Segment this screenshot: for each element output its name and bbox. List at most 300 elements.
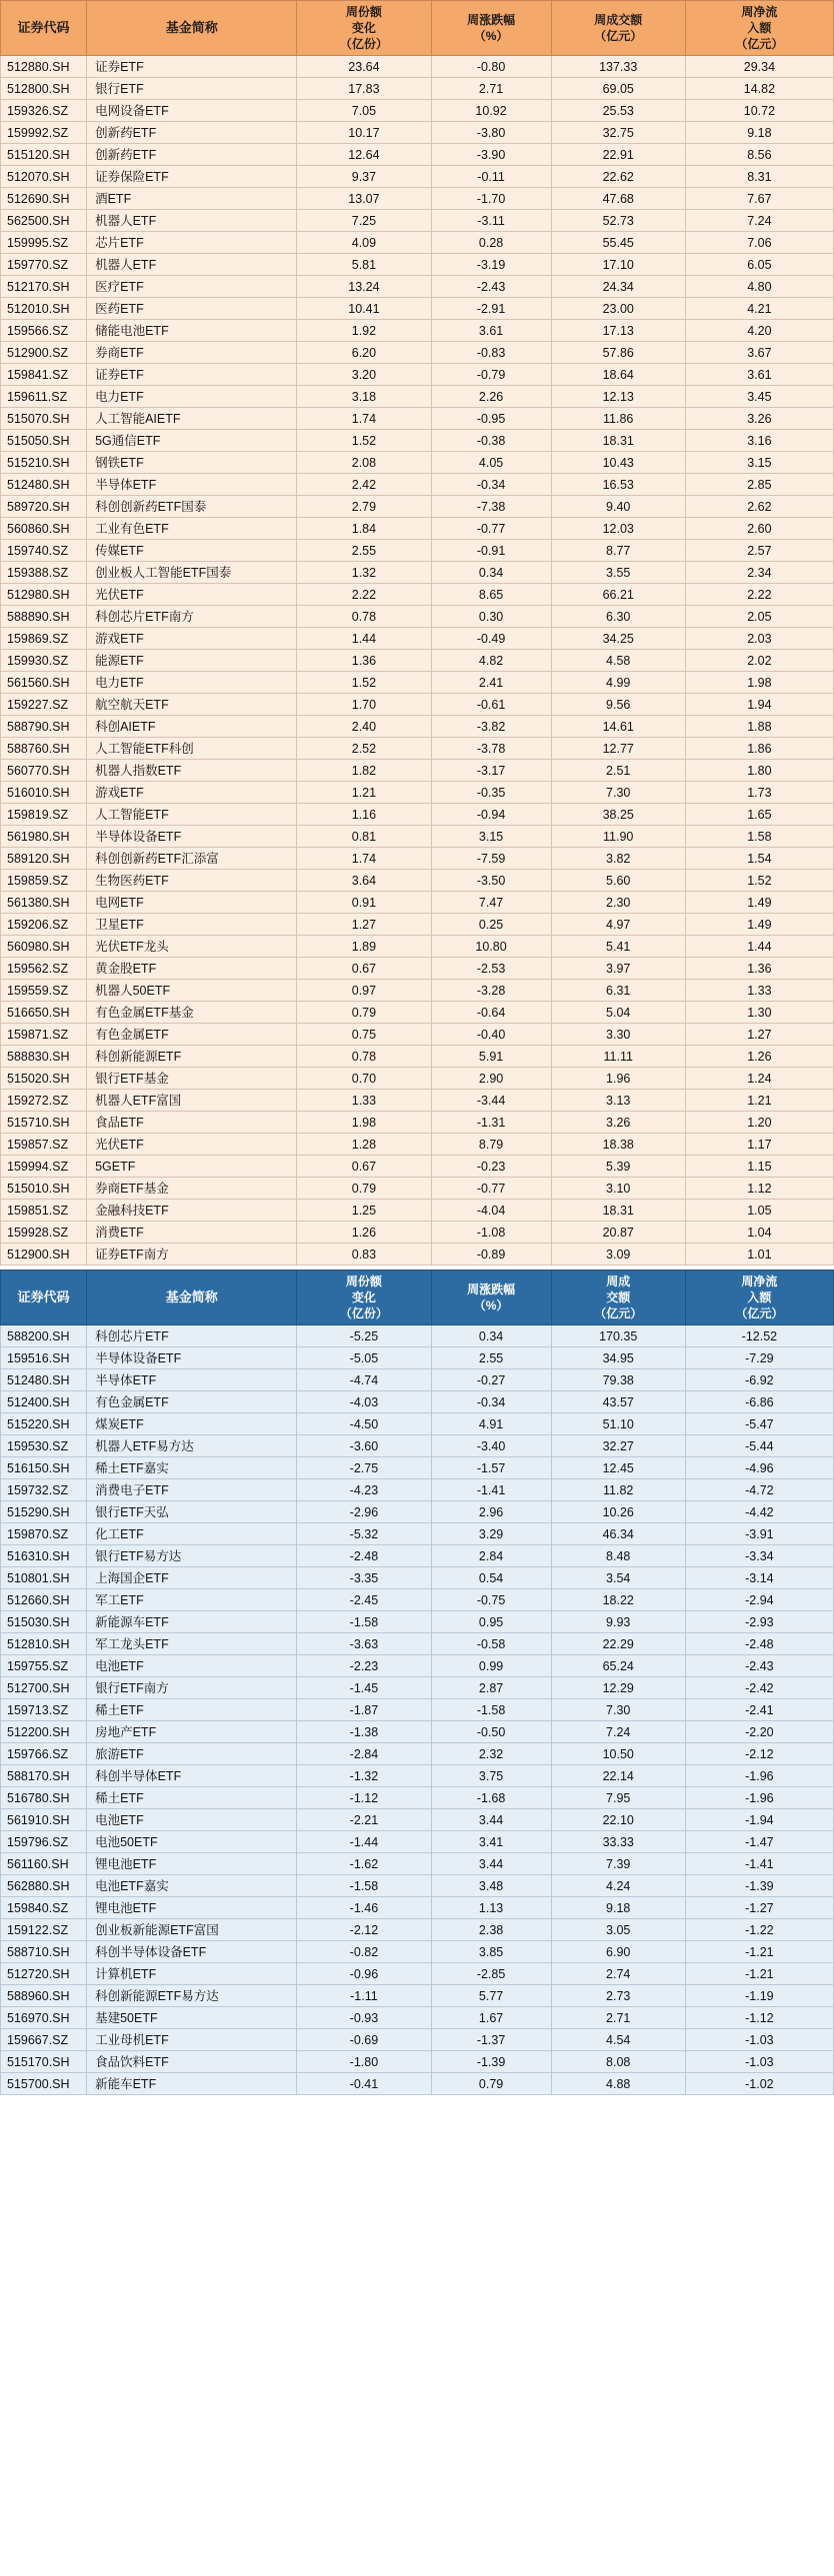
cell-weekly-change: -3.11 bbox=[431, 210, 551, 232]
cell-weekly-change: -0.75 bbox=[431, 1589, 551, 1611]
cell-fund-name: 科创芯片ETF南方 bbox=[87, 606, 297, 628]
header-turnover-unit: （亿元） bbox=[594, 29, 643, 43]
cell-fund-name: 券商ETF bbox=[87, 342, 297, 364]
cell-security-code: 515170.SH bbox=[1, 2051, 87, 2073]
cell-share-change: -1.58 bbox=[297, 1875, 431, 1897]
cell-share-change: -1.62 bbox=[297, 1853, 431, 1875]
table-row bbox=[1, 584, 834, 606]
cell-fund-name: 人工智能AIETF bbox=[87, 408, 297, 430]
cell-fund-name: 医药ETF bbox=[87, 298, 297, 320]
cell-share-change: -0.96 bbox=[297, 1963, 431, 1985]
cell-weekly-change: -0.80 bbox=[431, 56, 551, 78]
header-net-inflow bbox=[685, 1271, 833, 1325]
cell-net-inflow: 1.49 bbox=[685, 892, 833, 914]
table-header-row bbox=[1, 1271, 834, 1325]
cell-turnover: 11.11 bbox=[551, 1046, 685, 1068]
cell-share-change: 0.75 bbox=[297, 1024, 431, 1046]
cell-weekly-change: -1.41 bbox=[431, 1479, 551, 1501]
cell-security-code: 512700.SH bbox=[1, 1677, 87, 1699]
cell-fund-name: 稀土ETF嘉实 bbox=[87, 1457, 297, 1479]
header-turnover-line1: 周成交额 bbox=[594, 13, 643, 27]
cell-weekly-change: 0.34 bbox=[431, 1325, 551, 1347]
cell-turnover: 4.24 bbox=[551, 1875, 685, 1897]
table-row bbox=[1, 1743, 834, 1765]
cell-fund-name: 创新药ETF bbox=[87, 122, 297, 144]
table-row bbox=[1, 1046, 834, 1068]
cell-share-change: 1.28 bbox=[297, 1134, 431, 1156]
cell-turnover: 34.95 bbox=[551, 1347, 685, 1369]
cell-fund-name: 银行ETF南方 bbox=[87, 1677, 297, 1699]
cell-fund-name: 金融科技ETF bbox=[87, 1200, 297, 1222]
cell-turnover: 24.34 bbox=[551, 276, 685, 298]
cell-fund-name: 光伏ETF bbox=[87, 584, 297, 606]
table-row bbox=[1, 1809, 834, 1831]
table-row bbox=[1, 1068, 834, 1090]
cell-weekly-change: 3.15 bbox=[431, 826, 551, 848]
cell-net-inflow: 1.49 bbox=[685, 914, 833, 936]
cell-weekly-change: 0.54 bbox=[431, 1567, 551, 1589]
cell-fund-name: 消费ETF bbox=[87, 1222, 297, 1244]
cell-share-change: 0.78 bbox=[297, 1046, 431, 1068]
cell-turnover: 17.13 bbox=[551, 320, 685, 342]
cell-weekly-change: 3.61 bbox=[431, 320, 551, 342]
cell-security-code: 159326.SZ bbox=[1, 100, 87, 122]
cell-share-change: -4.74 bbox=[297, 1369, 431, 1391]
cell-net-inflow: 2.22 bbox=[685, 584, 833, 606]
cell-fund-name: 人工智能ETF科创 bbox=[87, 738, 297, 760]
cell-turnover: 4.54 bbox=[551, 2029, 685, 2051]
cell-turnover: 34.25 bbox=[551, 628, 685, 650]
table-row bbox=[1, 628, 834, 650]
header-share-change-line2: 变化 bbox=[351, 1290, 376, 1304]
cell-fund-name: 黄金股ETF bbox=[87, 958, 297, 980]
table-row bbox=[1, 1134, 834, 1156]
cell-share-change: -1.58 bbox=[297, 1611, 431, 1633]
cell-fund-name: 煤炭ETF bbox=[87, 1413, 297, 1435]
cell-net-inflow: -1.27 bbox=[685, 1897, 833, 1919]
cell-security-code: 159227.SZ bbox=[1, 694, 87, 716]
cell-fund-name: 有色金属ETF bbox=[87, 1391, 297, 1413]
cell-net-inflow: 1.05 bbox=[685, 1200, 833, 1222]
cell-share-change: -0.41 bbox=[297, 2073, 431, 2095]
cell-share-change: 1.52 bbox=[297, 430, 431, 452]
cell-security-code: 159388.SZ bbox=[1, 562, 87, 584]
header-share-change bbox=[297, 1, 431, 56]
cell-share-change: 12.64 bbox=[297, 144, 431, 166]
cell-turnover: 8.77 bbox=[551, 540, 685, 562]
cell-turnover: 12.77 bbox=[551, 738, 685, 760]
cell-weekly-change: 3.41 bbox=[431, 1831, 551, 1853]
cell-security-code: 159870.SZ bbox=[1, 1523, 87, 1545]
cell-net-inflow: 1.98 bbox=[685, 672, 833, 694]
table-row bbox=[1, 562, 834, 584]
header-share-change-line2: 变化 bbox=[351, 21, 376, 35]
cell-net-inflow: -2.93 bbox=[685, 1611, 833, 1633]
cell-security-code: 159732.SZ bbox=[1, 1479, 87, 1501]
cell-turnover: 7.95 bbox=[551, 1787, 685, 1809]
cell-weekly-change: -1.39 bbox=[431, 2051, 551, 2073]
cell-fund-name: 创业板人工智能ETF国泰 bbox=[87, 562, 297, 584]
cell-weekly-change: -3.90 bbox=[431, 144, 551, 166]
cell-fund-name: 电力ETF bbox=[87, 386, 297, 408]
cell-net-inflow: 1.12 bbox=[685, 1178, 833, 1200]
cell-turnover: 18.38 bbox=[551, 1134, 685, 1156]
cell-net-inflow: 2.62 bbox=[685, 496, 833, 518]
table-row bbox=[1, 650, 834, 672]
cell-turnover: 8.48 bbox=[551, 1545, 685, 1567]
cell-security-code: 588790.SH bbox=[1, 716, 87, 738]
cell-share-change: 1.44 bbox=[297, 628, 431, 650]
cell-net-inflow: -1.21 bbox=[685, 1963, 833, 1985]
header-share-change-line1: 周份额 bbox=[345, 1275, 382, 1288]
cell-share-change: 0.70 bbox=[297, 1068, 431, 1090]
header-fund-name-label: 基金简称 bbox=[165, 1289, 218, 1304]
cell-turnover: 22.10 bbox=[551, 1809, 685, 1831]
cell-net-inflow: 9.18 bbox=[685, 122, 833, 144]
cell-share-change: -2.48 bbox=[297, 1545, 431, 1567]
cell-security-code: 159770.SZ bbox=[1, 254, 87, 276]
cell-net-inflow: 1.54 bbox=[685, 848, 833, 870]
cell-security-code: 159992.SZ bbox=[1, 122, 87, 144]
cell-share-change: -1.80 bbox=[297, 2051, 431, 2073]
table-row bbox=[1, 1391, 834, 1413]
cell-weekly-change: 3.44 bbox=[431, 1809, 551, 1831]
header-security-code-label: 证券代码 bbox=[17, 20, 70, 35]
cell-net-inflow: -2.48 bbox=[685, 1633, 833, 1655]
cell-net-inflow: 1.58 bbox=[685, 826, 833, 848]
cell-fund-name: 光伏ETF bbox=[87, 1134, 297, 1156]
cell-share-change: 4.09 bbox=[297, 232, 431, 254]
cell-security-code: 159930.SZ bbox=[1, 650, 87, 672]
cell-weekly-change: -0.34 bbox=[431, 1391, 551, 1413]
cell-security-code: 159713.SZ bbox=[1, 1699, 87, 1721]
cell-security-code: 159516.SH bbox=[1, 1347, 87, 1369]
cell-fund-name: 半导体设备ETF bbox=[87, 826, 297, 848]
cell-share-change: 2.42 bbox=[297, 474, 431, 496]
table-row bbox=[1, 2051, 834, 2073]
cell-net-inflow: -5.47 bbox=[685, 1413, 833, 1435]
cell-net-inflow: 1.24 bbox=[685, 1068, 833, 1090]
table-row bbox=[1, 1178, 834, 1200]
cell-weekly-change: 4.91 bbox=[431, 1413, 551, 1435]
cell-security-code: 159994.SZ bbox=[1, 1156, 87, 1178]
cell-turnover: 3.82 bbox=[551, 848, 685, 870]
cell-share-change: 1.52 bbox=[297, 672, 431, 694]
table-row bbox=[1, 1787, 834, 1809]
cell-security-code: 512480.SH bbox=[1, 1369, 87, 1391]
cell-security-code: 588960.SH bbox=[1, 1985, 87, 2007]
cell-turnover: 66.21 bbox=[551, 584, 685, 606]
cell-turnover: 12.45 bbox=[551, 1457, 685, 1479]
cell-fund-name: 新能源车ETF bbox=[87, 1611, 297, 1633]
cell-turnover: 170.35 bbox=[551, 1325, 685, 1347]
cell-weekly-change: 2.84 bbox=[431, 1545, 551, 1567]
cell-share-change: 1.27 bbox=[297, 914, 431, 936]
cell-weekly-change: 2.87 bbox=[431, 1677, 551, 1699]
cell-turnover: 4.58 bbox=[551, 650, 685, 672]
cell-security-code: 512900.SH bbox=[1, 1244, 87, 1266]
cell-fund-name: 电力ETF bbox=[87, 672, 297, 694]
cell-security-code: 515220.SH bbox=[1, 1413, 87, 1435]
cell-security-code: 561910.SH bbox=[1, 1809, 87, 1831]
cell-security-code: 510801.SH bbox=[1, 1567, 87, 1589]
table-row bbox=[1, 1919, 834, 1941]
cell-turnover: 3.55 bbox=[551, 562, 685, 584]
table-row bbox=[1, 2007, 834, 2029]
cell-turnover: 6.90 bbox=[551, 1941, 685, 1963]
table-row bbox=[1, 2073, 834, 2095]
table-row bbox=[1, 1002, 834, 1024]
cell-fund-name: 人工智能ETF bbox=[87, 804, 297, 826]
cell-net-inflow: 8.31 bbox=[685, 166, 833, 188]
header-fund-name bbox=[87, 1271, 297, 1325]
cell-weekly-change: -0.50 bbox=[431, 1721, 551, 1743]
header-turnover bbox=[551, 1271, 685, 1325]
cell-share-change: 13.24 bbox=[297, 276, 431, 298]
cell-fund-name: 储能电池ETF bbox=[87, 320, 297, 342]
cell-fund-name: 证券保险ETF bbox=[87, 166, 297, 188]
cell-share-change: -1.38 bbox=[297, 1721, 431, 1743]
cell-fund-name: 机器人50ETF bbox=[87, 980, 297, 1002]
cell-fund-name: 稀土ETF bbox=[87, 1699, 297, 1721]
cell-security-code: 159928.SZ bbox=[1, 1222, 87, 1244]
cell-weekly-change: -3.40 bbox=[431, 1435, 551, 1457]
cell-net-inflow: 3.61 bbox=[685, 364, 833, 386]
table-row bbox=[1, 144, 834, 166]
cell-weekly-change: -0.34 bbox=[431, 474, 551, 496]
cell-net-inflow: -1.47 bbox=[685, 1831, 833, 1853]
cell-fund-name: 消费电子ETF bbox=[87, 1479, 297, 1501]
cell-weekly-change: 0.30 bbox=[431, 606, 551, 628]
table-row bbox=[1, 1479, 834, 1501]
cell-turnover: 79.38 bbox=[551, 1369, 685, 1391]
cell-share-change: 3.20 bbox=[297, 364, 431, 386]
cell-net-inflow: 1.65 bbox=[685, 804, 833, 826]
cell-fund-name: 食品饮料ETF bbox=[87, 2051, 297, 2073]
cell-net-inflow: 1.36 bbox=[685, 958, 833, 980]
table-row bbox=[1, 1325, 834, 1347]
cell-share-change: 1.70 bbox=[297, 694, 431, 716]
cell-net-inflow: 1.52 bbox=[685, 870, 833, 892]
cell-share-change: 1.16 bbox=[297, 804, 431, 826]
cell-net-inflow: -1.03 bbox=[685, 2051, 833, 2073]
cell-weekly-change: -3.78 bbox=[431, 738, 551, 760]
cell-turnover: 2.30 bbox=[551, 892, 685, 914]
table-row bbox=[1, 496, 834, 518]
cell-net-inflow: 1.27 bbox=[685, 1024, 833, 1046]
cell-fund-name: 有色金属ETF bbox=[87, 1024, 297, 1046]
cell-weekly-change: 2.32 bbox=[431, 1743, 551, 1765]
cell-security-code: 512200.SH bbox=[1, 1721, 87, 1743]
table-row bbox=[1, 1567, 834, 1589]
cell-net-inflow: -12.52 bbox=[685, 1325, 833, 1347]
cell-weekly-change: 3.29 bbox=[431, 1523, 551, 1545]
cell-security-code: 159859.SZ bbox=[1, 870, 87, 892]
cell-fund-name: 游戏ETF bbox=[87, 628, 297, 650]
cell-net-inflow: -2.41 bbox=[685, 1699, 833, 1721]
cell-net-inflow: -1.39 bbox=[685, 1875, 833, 1897]
cell-net-inflow: 2.60 bbox=[685, 518, 833, 540]
cell-turnover: 6.30 bbox=[551, 606, 685, 628]
header-security-code bbox=[1, 1271, 87, 1325]
table-row bbox=[1, 276, 834, 298]
cell-share-change: 1.89 bbox=[297, 936, 431, 958]
header-net-inflow-line2: 入额 bbox=[747, 1290, 772, 1304]
cell-security-code: 515010.SH bbox=[1, 1178, 87, 1200]
cell-net-inflow: 1.88 bbox=[685, 716, 833, 738]
table-row bbox=[1, 1941, 834, 1963]
cell-net-inflow: -1.12 bbox=[685, 2007, 833, 2029]
cell-security-code: 515070.SH bbox=[1, 408, 87, 430]
table-row bbox=[1, 1655, 834, 1677]
cell-turnover: 9.93 bbox=[551, 1611, 685, 1633]
cell-share-change: 10.41 bbox=[297, 298, 431, 320]
cell-net-inflow: 2.85 bbox=[685, 474, 833, 496]
cell-security-code: 159559.SZ bbox=[1, 980, 87, 1002]
cell-weekly-change: 0.25 bbox=[431, 914, 551, 936]
cell-turnover: 57.86 bbox=[551, 342, 685, 364]
cell-security-code: 516970.SH bbox=[1, 2007, 87, 2029]
cell-fund-name: 科创半导体设备ETF bbox=[87, 1941, 297, 1963]
cell-security-code: 159755.SZ bbox=[1, 1655, 87, 1677]
cell-fund-name: 军工龙头ETF bbox=[87, 1633, 297, 1655]
cell-security-code: 159272.SZ bbox=[1, 1090, 87, 1112]
cell-share-change: -1.44 bbox=[297, 1831, 431, 1853]
header-fund-name-label: 基金简称 bbox=[165, 20, 218, 35]
cell-fund-name: 创业板新能源ETF富国 bbox=[87, 1919, 297, 1941]
cell-weekly-change: -1.68 bbox=[431, 1787, 551, 1809]
cell-turnover: 47.68 bbox=[551, 188, 685, 210]
cell-fund-name: 航空航天ETF bbox=[87, 694, 297, 716]
cell-weekly-change: -3.17 bbox=[431, 760, 551, 782]
table-row bbox=[1, 1963, 834, 1985]
table-row bbox=[1, 452, 834, 474]
cell-security-code: 159819.SZ bbox=[1, 804, 87, 826]
cell-net-inflow: -1.21 bbox=[685, 1941, 833, 1963]
cell-net-inflow: -5.44 bbox=[685, 1435, 833, 1457]
cell-share-change: 1.32 bbox=[297, 562, 431, 584]
table-row bbox=[1, 826, 834, 848]
table-row bbox=[1, 1501, 834, 1523]
cell-turnover: 3.30 bbox=[551, 1024, 685, 1046]
cell-net-inflow: 2.03 bbox=[685, 628, 833, 650]
header-net-inflow-line1: 周净流 bbox=[741, 5, 778, 19]
cell-security-code: 159840.SZ bbox=[1, 1897, 87, 1919]
header-turnover-unit: （亿元） bbox=[594, 1306, 643, 1320]
cell-net-inflow: -2.94 bbox=[685, 1589, 833, 1611]
cell-security-code: 159740.SZ bbox=[1, 540, 87, 562]
cell-weekly-change: -2.43 bbox=[431, 276, 551, 298]
cell-security-code: 512070.SH bbox=[1, 166, 87, 188]
cell-share-change: -4.23 bbox=[297, 1479, 431, 1501]
cell-share-change: -1.11 bbox=[297, 1985, 431, 2007]
cell-turnover: 7.30 bbox=[551, 1699, 685, 1721]
cell-share-change: -5.32 bbox=[297, 1523, 431, 1545]
cell-net-inflow: 1.33 bbox=[685, 980, 833, 1002]
table-row bbox=[1, 1200, 834, 1222]
cell-net-inflow: 3.26 bbox=[685, 408, 833, 430]
cell-net-inflow: 4.21 bbox=[685, 298, 833, 320]
cell-turnover: 9.56 bbox=[551, 694, 685, 716]
cell-fund-name: 电网ETF bbox=[87, 892, 297, 914]
cell-fund-name: 医疗ETF bbox=[87, 276, 297, 298]
table-row bbox=[1, 958, 834, 980]
cell-share-change: 0.67 bbox=[297, 1156, 431, 1178]
cell-security-code: 159871.SZ bbox=[1, 1024, 87, 1046]
cell-security-code: 159562.SZ bbox=[1, 958, 87, 980]
cell-turnover: 51.10 bbox=[551, 1413, 685, 1435]
cell-share-change: 1.26 bbox=[297, 1222, 431, 1244]
cell-weekly-change: 3.48 bbox=[431, 1875, 551, 1897]
cell-weekly-change: -1.08 bbox=[431, 1222, 551, 1244]
cell-net-inflow: -1.96 bbox=[685, 1765, 833, 1787]
cell-turnover: 11.90 bbox=[551, 826, 685, 848]
cell-weekly-change: 8.65 bbox=[431, 584, 551, 606]
cell-net-inflow: 7.67 bbox=[685, 188, 833, 210]
cell-share-change: -0.82 bbox=[297, 1941, 431, 1963]
cell-turnover: 3.13 bbox=[551, 1090, 685, 1112]
cell-weekly-change: 1.13 bbox=[431, 1897, 551, 1919]
cell-net-inflow: 14.82 bbox=[685, 78, 833, 100]
cell-turnover: 137.33 bbox=[551, 56, 685, 78]
cell-net-inflow: -2.12 bbox=[685, 1743, 833, 1765]
cell-share-change: -3.63 bbox=[297, 1633, 431, 1655]
cell-share-change: -5.25 bbox=[297, 1325, 431, 1347]
cell-fund-name: 钢铁ETF bbox=[87, 452, 297, 474]
cell-weekly-change: 4.05 bbox=[431, 452, 551, 474]
table-row bbox=[1, 1633, 834, 1655]
table-row bbox=[1, 1699, 834, 1721]
table-row bbox=[1, 1589, 834, 1611]
cell-turnover: 3.05 bbox=[551, 1919, 685, 1941]
cell-share-change: 0.91 bbox=[297, 892, 431, 914]
table-row bbox=[1, 1024, 834, 1046]
cell-security-code: 515120.SH bbox=[1, 144, 87, 166]
table-row bbox=[1, 1090, 834, 1112]
table-row bbox=[1, 1985, 834, 2007]
cell-share-change: 7.05 bbox=[297, 100, 431, 122]
header-weekly-change bbox=[431, 1271, 551, 1325]
table-row bbox=[1, 408, 834, 430]
header-turnover-line1: 周成 bbox=[606, 1275, 631, 1288]
cell-turnover: 1.96 bbox=[551, 1068, 685, 1090]
cell-share-change: 1.98 bbox=[297, 1112, 431, 1134]
cell-fund-name: 新能车ETF bbox=[87, 2073, 297, 2095]
cell-share-change: -4.03 bbox=[297, 1391, 431, 1413]
cell-turnover: 4.88 bbox=[551, 2073, 685, 2095]
cell-fund-name: 生物医药ETF bbox=[87, 870, 297, 892]
cell-weekly-change: 2.71 bbox=[431, 78, 551, 100]
cell-turnover: 2.71 bbox=[551, 2007, 685, 2029]
table-row bbox=[1, 210, 834, 232]
table-row bbox=[1, 188, 834, 210]
cell-net-inflow: -1.19 bbox=[685, 1985, 833, 2007]
cell-security-code: 588830.SH bbox=[1, 1046, 87, 1068]
table-row bbox=[1, 320, 834, 342]
cell-turnover: 3.09 bbox=[551, 1244, 685, 1266]
cell-share-change: -2.96 bbox=[297, 1501, 431, 1523]
table-row bbox=[1, 232, 834, 254]
cell-net-inflow: 1.73 bbox=[685, 782, 833, 804]
cell-fund-name: 基建50ETF bbox=[87, 2007, 297, 2029]
cell-security-code: 159995.SZ bbox=[1, 232, 87, 254]
table-row bbox=[1, 760, 834, 782]
cell-weekly-change: 7.47 bbox=[431, 892, 551, 914]
cell-security-code: 159766.SZ bbox=[1, 1743, 87, 1765]
cell-turnover: 23.00 bbox=[551, 298, 685, 320]
table-row bbox=[1, 1831, 834, 1853]
header-turnover-line2: 交额 bbox=[606, 1290, 631, 1304]
